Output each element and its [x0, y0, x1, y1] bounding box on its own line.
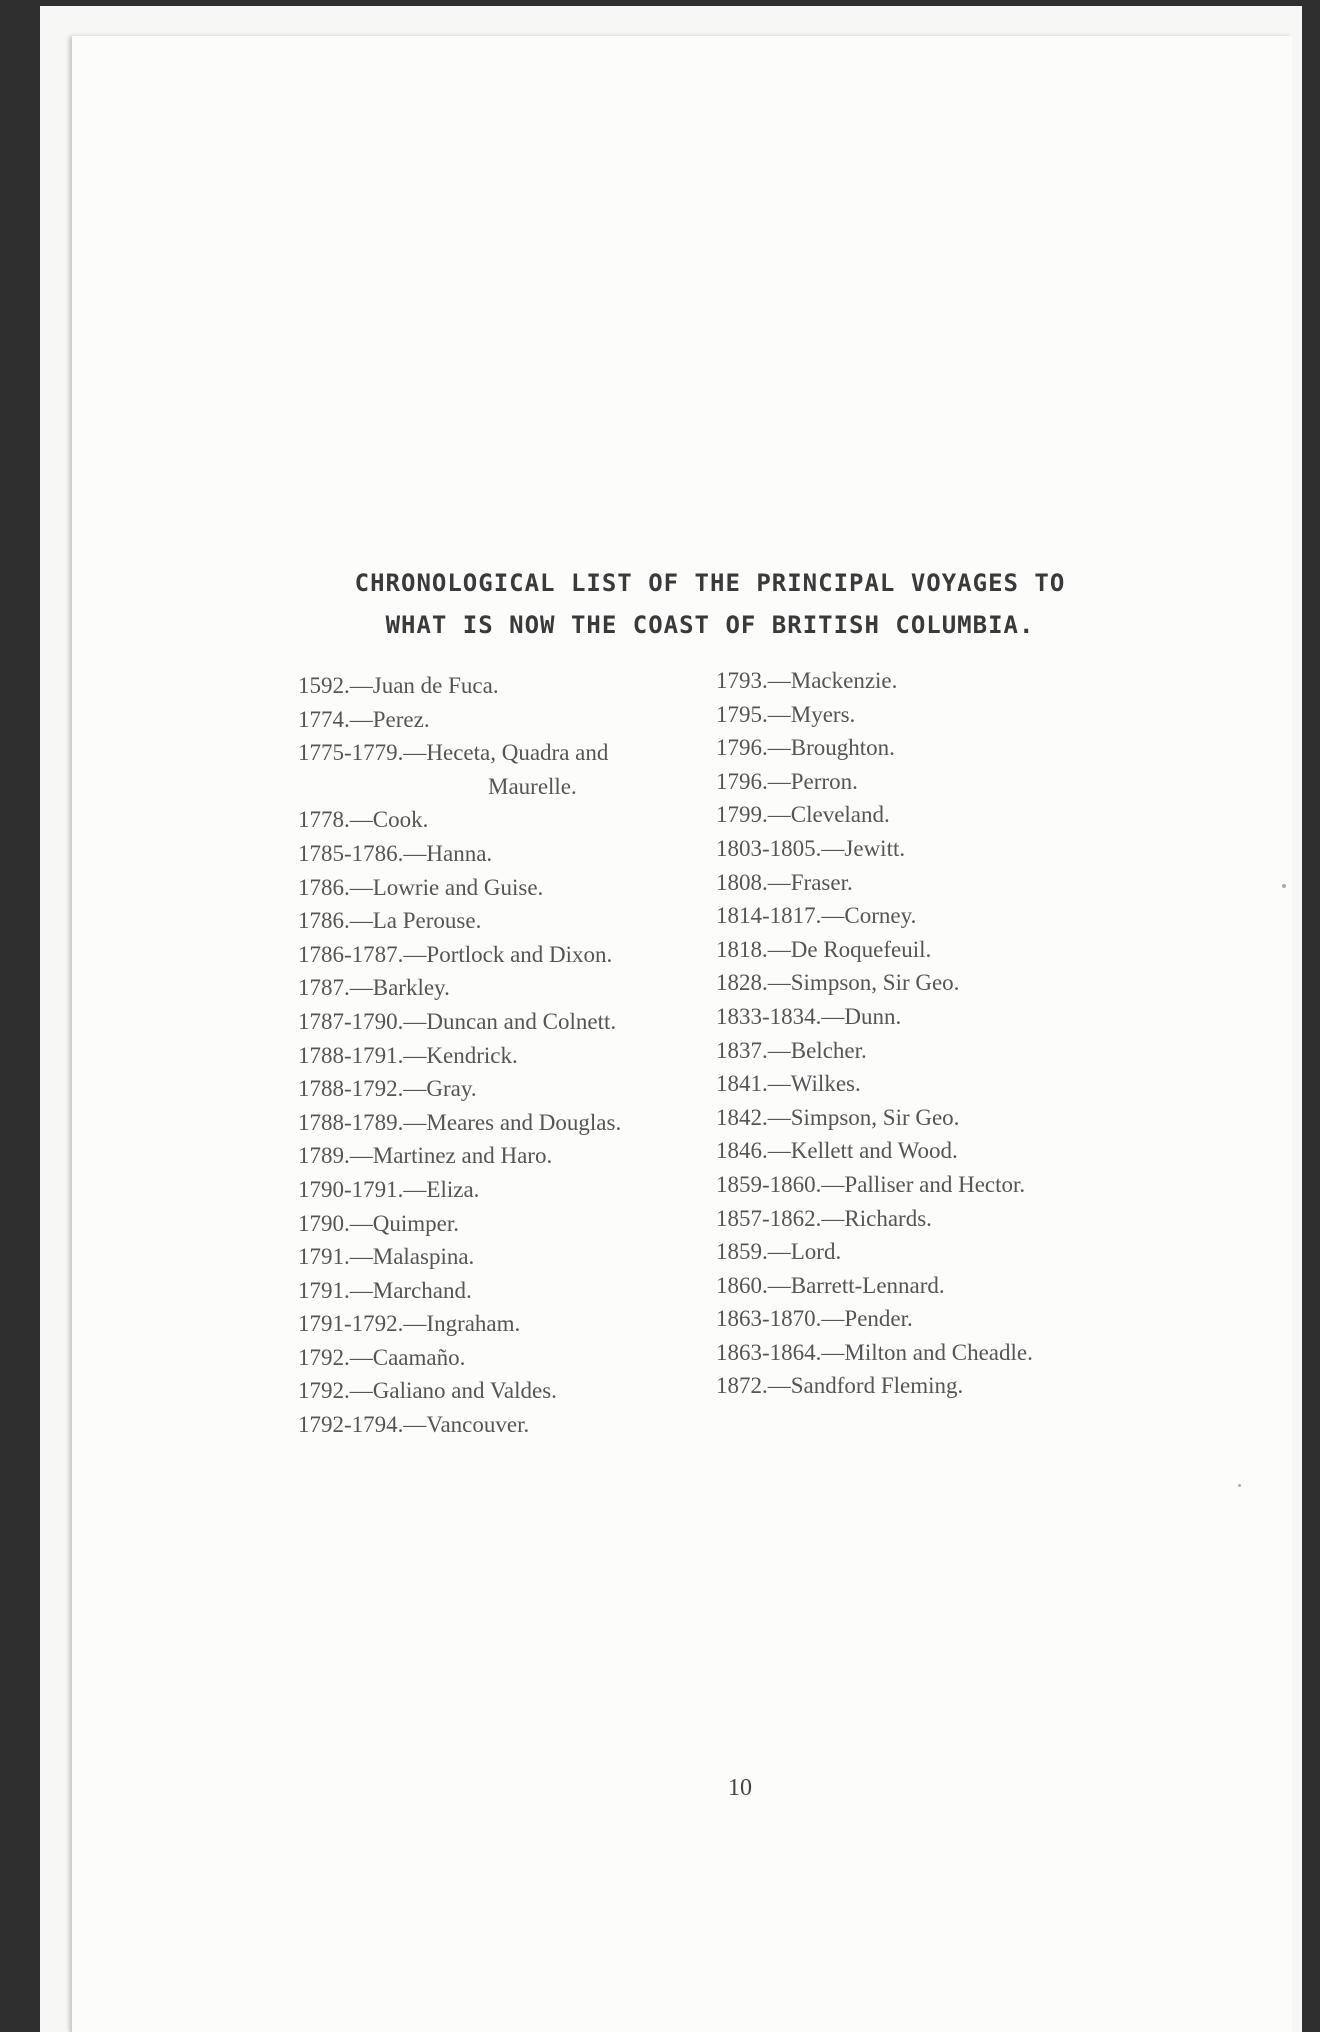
list-item: 1872.—Sandford Fleming.: [716, 1373, 964, 1399]
list-item: 1846.—Kellett and Wood.: [716, 1138, 958, 1164]
list-item: 1796.—Perron.: [716, 768, 858, 794]
list-item: 1786.—La Perouse.: [298, 908, 482, 934]
voyages-left-column: [298, 669, 718, 1442]
list-item: 1791-1792.—Ingraham.: [298, 1311, 521, 1337]
list-item-continuation: [298, 770, 718, 804]
list-item: 1775-1779.—Heceta, Quadra and: [298, 740, 609, 766]
list-item: 1787-1790.—Duncan and Colnett.: [298, 1008, 617, 1034]
list-item: 1814-1817.—Corney.: [716, 903, 917, 929]
paper-speck: [1282, 884, 1286, 888]
list-item: 1774.—Perez.: [298, 706, 430, 732]
list-item: 1788-1789.—Meares and Douglas.: [298, 1109, 622, 1135]
continuation-text: Maurelle.: [488, 773, 577, 799]
list-item: 1860.—Barrett-Lennard.: [716, 1272, 945, 1298]
list-item: 1791.—Malaspina.: [298, 1244, 475, 1270]
page-edge: [70, 40, 72, 2032]
page-title: [270, 562, 1150, 646]
list-item: 1863-1870.—Pender.: [716, 1306, 913, 1332]
list-item: 1837.—Belcher.: [716, 1037, 867, 1063]
list-item: 1790-1791.—Eliza.: [298, 1176, 480, 1202]
voyages-right-column: [716, 664, 1146, 1403]
title-line-2: WHAT IS NOW THE COAST OF BRITISH COLUMBIA.: [385, 611, 1035, 639]
list-item: 1833-1834.—Dunn.: [716, 1003, 902, 1029]
list-item: 1786-1787.—Portlock and Dixon.: [298, 941, 613, 967]
list-item: 1790.—Quimper.: [298, 1210, 459, 1236]
list-item: 1592.—Juan de Fuca.: [298, 673, 499, 698]
list-item: 1792.—Galiano and Valdes.: [298, 1378, 557, 1404]
list-item: 1841.—Wilkes.: [716, 1071, 861, 1097]
list-item: 1791.—Marchand.: [298, 1277, 472, 1303]
list-item: 1828.—Simpson, Sir Geo.: [716, 970, 960, 996]
list-item: 1785-1786.—Hanna.: [298, 840, 493, 866]
list-item: 1803-1805.—Jewitt.: [716, 835, 906, 861]
list-item: 1786.—Lowrie and Guise.: [298, 874, 544, 900]
paper-speck: [1238, 1484, 1241, 1487]
list-item: 1857-1862.—Richards.: [716, 1205, 932, 1231]
title-line-1: CHRONOLOGICAL LIST OF THE PRINCIPAL VOYAGES TO: [354, 569, 1066, 597]
list-item: 1792.—Caamaño.: [298, 1344, 466, 1370]
list-item: 1788-1792.—Gray.: [298, 1076, 477, 1102]
list-item: 1799.—Cleveland.: [716, 802, 890, 828]
list-item: 1788-1791.—Kendrick.: [298, 1042, 518, 1068]
list-item: 1787.—Barkley.: [298, 975, 450, 1001]
list-item: 1778.—Cook.: [298, 807, 429, 833]
list-item: 1789.—Martinez and Haro.: [298, 1143, 553, 1169]
list-item: 1793.—Mackenzie.: [716, 668, 898, 693]
list-item: 1795.—Myers.: [716, 701, 856, 727]
list-item: 1842.—Simpson, Sir Geo.: [716, 1104, 960, 1130]
list-item: 1818.—De Roquefeuil.: [716, 936, 932, 962]
list-item: 1863-1864.—Milton and Cheadle.: [716, 1339, 1033, 1365]
list-item: 1859-1860.—Palliser and Hector.: [716, 1171, 1026, 1197]
list-item: 1859.—Lord.: [716, 1239, 842, 1265]
list-item: 1792-1794.—Vancouver.: [298, 1412, 530, 1438]
list-item: 1796.—Broughton.: [716, 735, 895, 761]
page-number: 10: [728, 1775, 752, 1801]
list-item: 1808.—Fraser.: [716, 869, 853, 895]
